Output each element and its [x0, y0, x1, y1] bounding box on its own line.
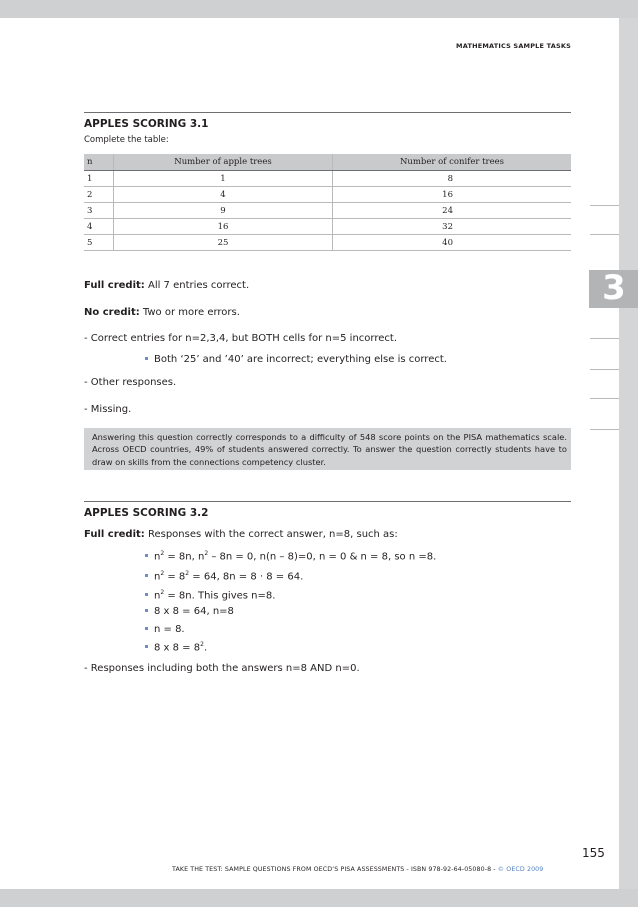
chapter-tab-divider — [590, 398, 619, 399]
bullet-text: 8 x 8 = 64, n=8 — [154, 606, 234, 617]
table-cell: 4 — [84, 219, 114, 235]
bullet-item — [145, 550, 436, 562]
page-number: 155 — [582, 846, 605, 860]
column-header-apple-trees: Number of apple trees — [114, 154, 333, 171]
table-cell: 8 — [333, 171, 572, 187]
table-cell: 1 — [84, 171, 114, 187]
chapter-tab-divider — [590, 369, 619, 370]
superscript: 2 — [204, 550, 209, 557]
full-credit-paragraph — [84, 529, 398, 540]
table-cell: 9 — [114, 203, 333, 219]
footer-copyright: © OECD 2009 — [497, 866, 544, 873]
bullet-item — [145, 354, 447, 365]
superscript: 2 — [160, 570, 165, 577]
table-cell: 24 — [333, 203, 572, 219]
bullet-marker — [145, 645, 148, 648]
table-cell: 4 — [114, 187, 333, 203]
table-cell: 16 — [114, 219, 333, 235]
table-cell: 40 — [333, 235, 572, 251]
table-cell: 3 — [84, 203, 114, 219]
full-credit-text: All 7 entries correct. — [144, 280, 250, 291]
bullet-text: Both ‘25’ and ’40’ are incorrect; everything else is correct. — [154, 354, 447, 365]
section-rule — [84, 501, 571, 502]
bullet-text: n — [154, 571, 161, 583]
bullet-marker — [145, 357, 148, 360]
bullet-item — [145, 606, 234, 617]
scoring-table — [84, 154, 571, 251]
bullet-marker — [145, 627, 148, 630]
full-credit-text: Responses with the correct answer, n=8, such as: — [144, 529, 398, 540]
superscript: 2 — [160, 589, 165, 596]
bottom-margin-bar — [0, 889, 638, 907]
bullet-text: n — [154, 590, 161, 602]
response-item: - Responses including both the answers n=8 AND n=0. — [84, 663, 360, 674]
bullet-marker — [145, 609, 148, 612]
bullet-text: = 64, 8n = 8 · 8 = 64. — [189, 571, 304, 583]
bullet-text: n = 8. — [154, 624, 185, 635]
full-credit-paragraph — [84, 280, 249, 291]
chapter-tab-divider — [590, 234, 619, 235]
column-header-n: n — [84, 154, 114, 171]
table-row — [84, 187, 571, 203]
bullet-item — [145, 641, 207, 653]
no-credit-text: Two or more errors. — [139, 307, 240, 318]
running-header: MATHEMATICS SAMPLE TASKS — [456, 42, 571, 50]
table-cell: 5 — [84, 235, 114, 251]
top-margin-bar — [0, 0, 638, 18]
footer-text: TAKE THE TEST: SAMPLE QUESTIONS FROM OECD’S PISA ASSESSMENTS - ISBN 978-92-64-05080-8 - — [172, 866, 498, 873]
no-credit-paragraph — [84, 307, 240, 318]
table-cell: 2 — [84, 187, 114, 203]
response-item: - Missing. — [84, 404, 132, 415]
response-item: - Correct entries for n=2,3,4, but BOTH cells for n=5 incorrect. — [84, 333, 397, 344]
table-row — [84, 219, 571, 235]
table-row — [84, 203, 571, 219]
table-header-row — [84, 154, 571, 171]
full-credit-label: Full credit: — [84, 280, 145, 291]
bullet-marker — [145, 554, 148, 557]
table-row — [84, 235, 571, 251]
full-credit-label: Full credit: — [84, 529, 145, 540]
superscript: 2 — [200, 641, 204, 648]
bullet-text: = 8n. This gives n=8. — [164, 590, 276, 602]
bullet-item — [145, 570, 303, 582]
right-margin-strip — [619, 18, 638, 907]
chapter-tab-divider — [590, 429, 619, 430]
bullet-text: . — [203, 642, 208, 654]
superscript: 2 — [160, 550, 165, 557]
bullet-marker — [145, 574, 148, 577]
bullet-text: n — [154, 551, 161, 563]
difficulty-note-text: Answering this question correctly corresponds to a difficulty of 548 score points on the PISA mathematics scale. Across OECD countries, 49% of students answered correctly. To answer the question correctly students have to draw on skills from the connections competency cluster. — [92, 432, 567, 467]
bullet-text: = 8 — [164, 571, 186, 583]
section-rule — [84, 112, 571, 113]
section-title: APPLES SCORING 3.2 — [84, 507, 209, 519]
column-header-conifer-trees: Number of conifer trees — [333, 154, 572, 171]
chapter-number: 3 — [602, 268, 626, 308]
table-cell: 32 — [333, 219, 572, 235]
bullet-text: 8 x 8 = 8 — [154, 642, 201, 654]
table-cell: 1 — [114, 171, 333, 187]
response-item: - Other responses. — [84, 377, 177, 388]
chapter-tab-divider — [590, 338, 619, 339]
bullet-item — [145, 589, 275, 601]
bullet-text: = 8n, n — [164, 551, 205, 563]
chapter-tab-divider — [590, 205, 619, 206]
instruction-text: Complete the table: — [84, 135, 169, 145]
section-title: APPLES SCORING 3.1 — [84, 118, 209, 130]
table-cell: 16 — [333, 187, 572, 203]
bullet-text: – 8n = 0, n(n – 8)=0, n = 0 & n = 8, so n =8. — [208, 551, 437, 563]
table-cell: 25 — [114, 235, 333, 251]
bullet-item — [145, 624, 185, 635]
footer — [172, 866, 543, 873]
no-credit-label: No credit: — [84, 307, 140, 318]
table-row — [84, 171, 571, 187]
bullet-marker — [145, 593, 148, 596]
superscript: 2 — [185, 570, 190, 577]
